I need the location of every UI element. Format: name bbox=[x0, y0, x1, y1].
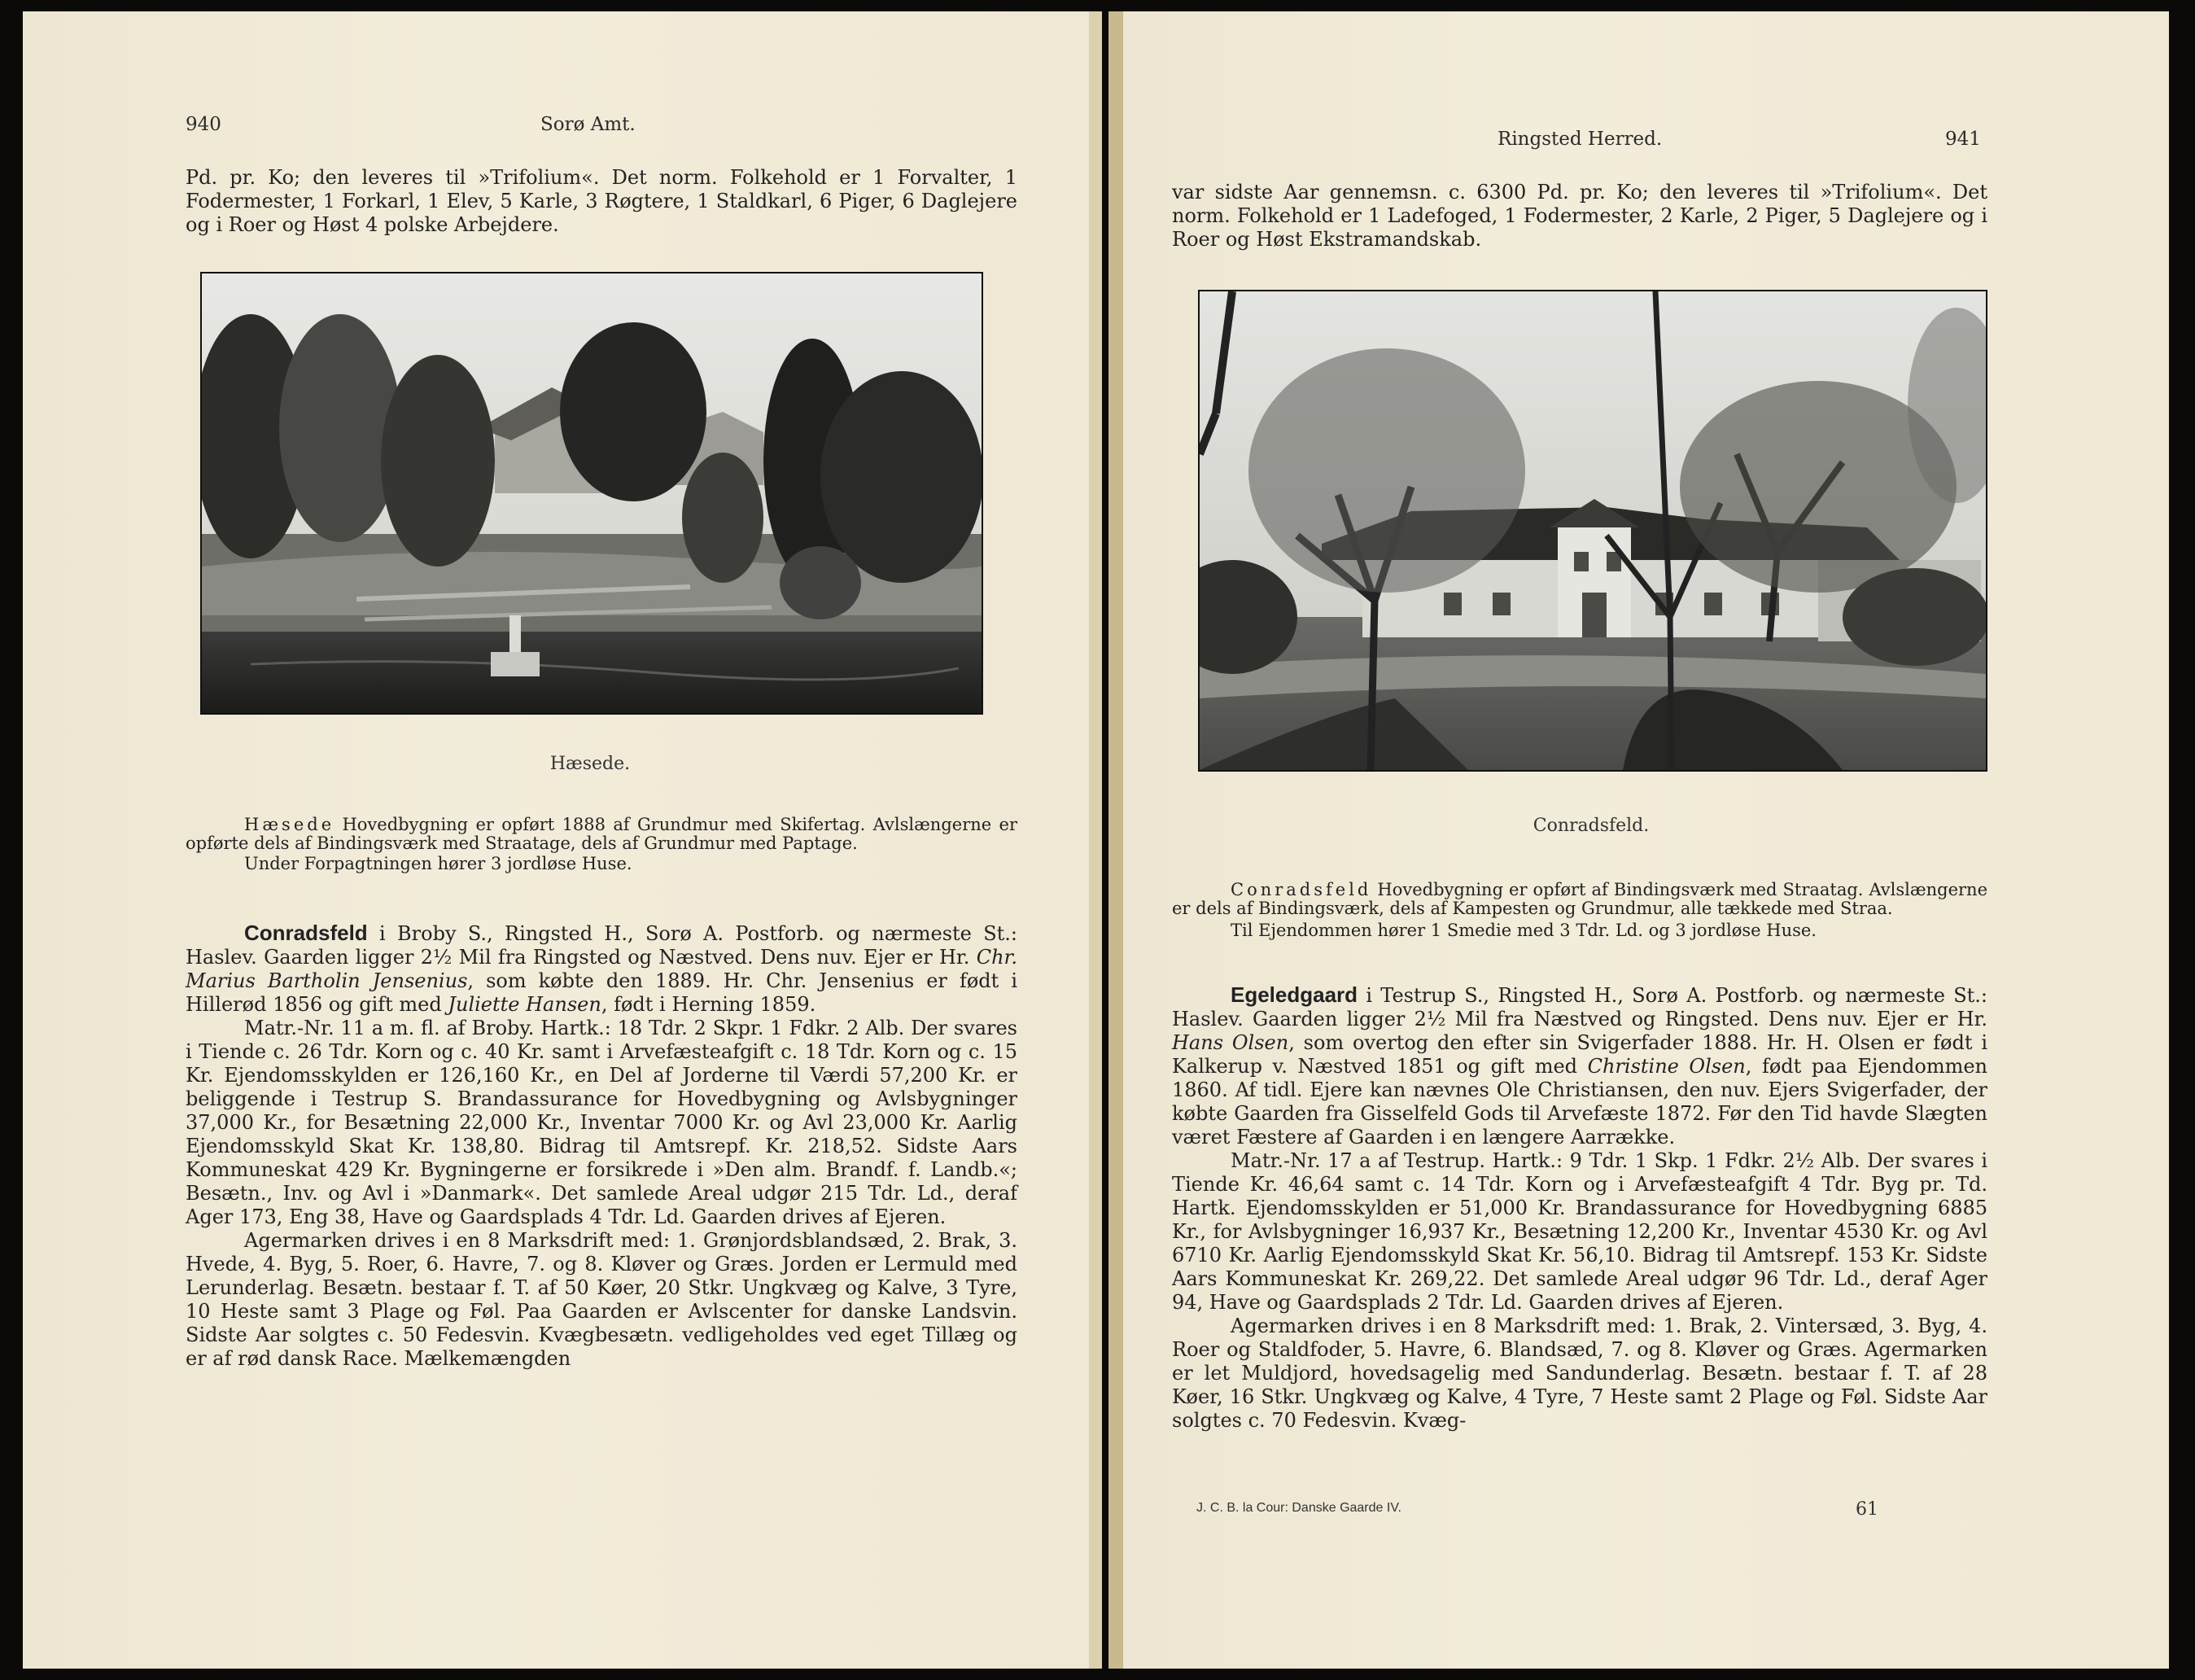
intro-paragraph: var sidste Aar gennemsn. c. 6300 Pd. pr. Ko; den leveres til »Trifolium«. Det norm. Folkehold er 1 Ladefoged, 1 Fodermester, 2 Karle, 2 Piger, 5 Daglejere og i Roer og Høst Ekstramandskab. bbox=[1172, 181, 1987, 251]
photo-caption: Hæsede. bbox=[549, 754, 631, 774]
estate-entry bbox=[186, 921, 1017, 1371]
description-paragraph bbox=[1172, 881, 1987, 918]
description-text: Hovedbygning er opført 1888 af Grundmur med Skifertag. Avlslængerne er opførte dels af Bindingsværk med Straatage, dels af Grundmur med Paptage. bbox=[186, 815, 1017, 853]
entry-text: , født paa Ejendommen 1860. Af tidl. Ejere kan nævnes Ole Christiansen, den nuv. Ejers Svigerfader, der købte Gaarden fra Gisselfeld Gods til Arvefæste 1872. Før den Tid havde Slægten været Fæstere af Gaarden i en længere Aarrække. bbox=[1172, 1055, 1987, 1148]
estate-photo-haesede bbox=[200, 272, 983, 715]
description-text: Hovedbygning er opført af Bindingsværk med Straatag. Avlslængerne er dels af Bindingsværk, dels af Kampesten og Grundmur, alle tækkede med Straa. bbox=[1172, 880, 1987, 918]
entry-heading: Conradsfeld bbox=[244, 921, 368, 945]
estate-photo-conradsfeld bbox=[1198, 290, 1987, 772]
footer-source: J. C. B. la Cour: Danske Gaarde IV. bbox=[1196, 1501, 1401, 1515]
wife-name: Christine Olsen bbox=[1587, 1055, 1746, 1078]
signature-mark: 61 bbox=[1856, 1499, 1878, 1520]
entry-paragraph-farming: Agermarken drives i en 8 Marksdrift med: 1. Grønjordsblandsæd, 2. Brak, 3. Hvede, 4. Byg, 5. Roer, 6. Havre, 7. og 8. Kløver og Græs. Jorden er Lermuld med Lerunderlag. Besætn. bestaar f. T. af 50 Køer, 20 Stkr. Ungkvæg og Kalve, 3 Tyre, 10 Heste samt 3 Plage og Føl. Paa Gaarden er Avlscenter for danske Landsvin. Sidste Aar solgtes c. 50 Fedesvin. Kvægbesætn. vedligeholdes ved eget Tillæg og er af rød dansk Race. Mælkemængden bbox=[186, 1229, 1017, 1370]
wife-name: Juliette Hansen bbox=[448, 993, 601, 1016]
page-number: 941 bbox=[1945, 129, 1981, 150]
right-page bbox=[1108, 11, 2169, 1669]
entry-paragraph-owner bbox=[1172, 983, 1987, 1149]
entry-paragraph-property: Matr.-Nr. 17 a af Testrup. Hartk.: 9 Tdr. 1 Skp. 1 Fdkr. 2½ Alb. Der svares i Tiende Kr. 46,64 samt c. 14 Tdr. Korn og i Arvefæsteafgift 4 Tdr. Byg pr. Td. Hartk. Ejendomsskylden er 51,000 Kr. Brandassurance for Hovedbygning 6885 Kr., for Avlsbygninger 16,937 Kr., Besætning 12,200 Kr., Inventar 4530 Kr. og Avl 6710 Kr. Aarlig Ejendomsskyld Skat Kr. 56,10. Bidrag til Amtsrepf. 153 Kr. Sidste Aars Kommuneskat Kr. 269,22. Det samlede Areal udgør 96 Tdr. Ld., deraf Ager 94, Have og Gaardsplads 2 Tdr. Ld. Gaarden drives af Ejeren. bbox=[1172, 1149, 1987, 1314]
entry-text: i Broby S., Ringsted H., Sorø A. Postforb. og nærmeste St.: Haslev. Gaarden ligger 2½ Mil fra Ringsted og Næstved. Dens nuv. Ejer er Hr. bbox=[186, 922, 1017, 969]
entry-paragraph-farming: Agermarken drives i en 8 Marksdrift med: 1. Brak, 2. Vintersæd, 3. Byg, 4. Roer og Staldfoder, 5. Havre, 6. Blandsæd, 7. og 8. Kløver og Græs. Agermarken er let Muldjord, hovedsagelig med Sandunderlag. Besætn. bestaar f. T. af 28 Køer, 16 Stkr. Ungkvæg og Kalve, 4 Tyre, 7 Heste samt 2 Plage og Føl. Sidste Aar solgtes c. 70 Fedesvin. Kvæg- bbox=[1172, 1315, 1987, 1432]
estate-description bbox=[1172, 881, 1987, 940]
description-estate-name: Hæsede bbox=[244, 815, 335, 834]
entry-paragraph-property: Matr.-Nr. 11 a m. fl. af Broby. Hartk.: 18 Tdr. 2 Skpr. 1 Fdkr. 2 Alb. Der svares i Tiende c. 26 Tdr. Korn og c. 40 Kr. samt i Arvefæsteafgift c. 18 Tdr. Korn og c. 15 Kr. Ejendomsskylden er 126,160 Kr., en Del af Jorderne til Værdi 57,200 Kr. er beliggende i Testrup S. Brandassurance for Hovedbygning og Avlsbygninger 37,000 Kr., for Besætning 22,000 Kr., Inventar 7000 Kr. og Avl 23,000 Kr. Aarlig Ejendomsskyld Skat Kr. 138,80. Bidrag til Amtsrepf. Kr. 218,52. Sidste Aars Kommuneskat 429 Kr. Bygningerne er forsikrede i »Den alm. Brandf. f. Landb.«; Besætn., Inv. og Avl i »Danmark«. Det samlede Areal udgør 215 Tdr. Ld., deraf Ager 173, Eng 38, Have og Gaardsplads 4 Tdr. Ld. Gaarden drives af Ejeren. bbox=[186, 1017, 1017, 1228]
owner-name: Chr. Marius Bartholin Jensenius bbox=[186, 946, 1017, 992]
description-paragraph-2: Under Forpagtningen hører 3 jordløse Huse. bbox=[244, 854, 632, 873]
left-page bbox=[23, 11, 1102, 1669]
entry-text: , som overtog den efter sin Svigerfader 1888. Hr. H. Olsen er født i Kalkerup v. Næstved 1851 og gift med bbox=[1172, 1031, 1987, 1078]
estate-description bbox=[186, 816, 1017, 873]
running-head: Ringsted Herred. bbox=[1498, 129, 1663, 150]
entry-text: , som købte den 1889. Hr. Chr. Jensenius er født i Hillerød 1856 og gift med bbox=[186, 969, 1018, 1016]
intro-paragraph: Pd. pr. Ko; den leveres til »Trifolium«. Det norm. Folkehold er 1 Forvalter, 1 Fodermester, 1 Forkarl, 1 Elev, 5 Karle, 3 Røgtere, 1 Staldkarl, 6 Piger, 6 Daglejere og i Roer og Høst 4 polske Arbejdere. bbox=[186, 166, 1017, 236]
owner-name: Hans Olsen bbox=[1172, 1031, 1289, 1054]
entry-text: i Testrup S., Ringsted H., Sorø A. Postforb. og nærmeste St.: Haslev. Gaarden ligger 2½ Mil fra Næstved og Ringsted. Dens nuv. Ejer er Hr. bbox=[1172, 984, 1987, 1030]
entry-text: , født i Herning 1859. bbox=[601, 993, 816, 1016]
estate-entry bbox=[1172, 983, 1987, 1433]
entry-paragraph-owner bbox=[186, 921, 1017, 1017]
entry-heading: Egeledgaard bbox=[1231, 982, 1358, 1007]
photo-caption: Conradsfeld. bbox=[1533, 816, 1650, 836]
description-estate-name: Conradsfeld bbox=[1231, 880, 1372, 899]
description-paragraph-2: Til Ejendommen hører 1 Smedie med 3 Tdr. Ld. og 3 jordløse Huse. bbox=[1231, 921, 1817, 940]
page-number: 940 bbox=[186, 114, 221, 135]
running-head: Sorø Amt. bbox=[540, 114, 636, 135]
description-paragraph bbox=[186, 816, 1017, 853]
